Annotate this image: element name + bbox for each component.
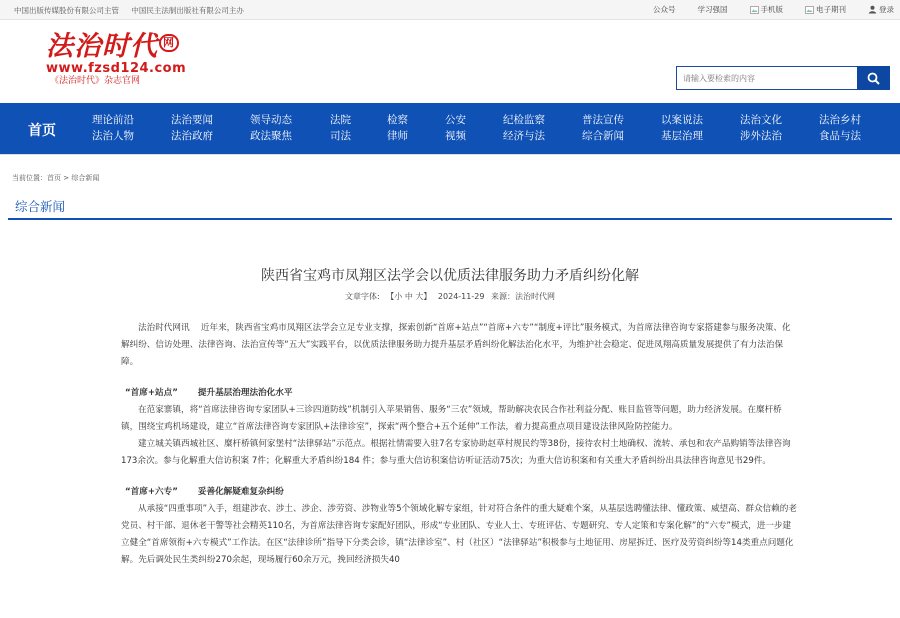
- logo-brand: [46, 32, 196, 62]
- breadcrumb: [12, 173, 99, 183]
- nav-item[interactable]: 法治要闻: [171, 114, 213, 126]
- breadcrumb-prefix: 当前位置：: [12, 174, 47, 182]
- mobile-link[interactable]: [750, 4, 784, 15]
- article-paragraph: 在范家寨镇，将“首席法律咨询专家团队+三诊四道防线”机制引入苹果销售、服务“三农”领域，帮助解决农民合作社利益分配、账目监管等问题，助力经济发展。在糜杆桥镇，围绕宝鸡机场建设，建立“首席法律咨询专家团队+法律诊室”，探索“两个整合+五个延伸”工作法，着力提高重点项目建设法律风险防控能力。: [121, 404, 782, 433]
- section-underline: [8, 218, 892, 220]
- logo-brand-text: 法治时代: [46, 31, 158, 62]
- breadcrumb-current[interactable]: 综合新闻: [71, 174, 100, 182]
- image-icon: [750, 6, 759, 14]
- article-source: 来源：法治时代网: [490, 292, 555, 301]
- wechat-link-label: 公众号: [653, 5, 676, 14]
- nav-divider: [0, 154, 900, 155]
- nav-item[interactable]: 经济与法: [503, 130, 545, 142]
- breadcrumb-separator: >: [61, 174, 72, 182]
- nav-item[interactable]: 理论前沿: [92, 114, 134, 126]
- nav-item[interactable]: 法治乡村: [819, 114, 861, 126]
- nav-item[interactable]: 法院: [330, 114, 351, 126]
- subheading-text: 提升基层治理法治化水平: [197, 387, 293, 398]
- nav-item[interactable]: 纪检监察: [503, 114, 545, 126]
- search-icon: [867, 72, 880, 85]
- nav-item[interactable]: 政法聚焦: [250, 130, 292, 142]
- site-logo[interactable]: [46, 32, 196, 94]
- top-bar: [0, 0, 900, 20]
- nav-column-6: [445, 112, 466, 144]
- login-link[interactable]: [868, 4, 894, 15]
- publish-date: 2024-11-29: [437, 292, 485, 301]
- nav-column-9: [661, 112, 703, 144]
- nav-item[interactable]: 综合新闻: [582, 130, 624, 142]
- nav-column-4: [330, 112, 351, 144]
- xuexi-link[interactable]: [698, 4, 728, 15]
- ejournal-link[interactable]: [805, 4, 846, 15]
- top-links: [631, 4, 894, 15]
- nav-item[interactable]: 检察: [387, 114, 408, 126]
- logo-subtitle: 《法治时代》杂志官网: [50, 76, 141, 86]
- logo-net-badge: 网: [159, 34, 179, 52]
- section-title: 综合新闻: [15, 199, 66, 214]
- site-header: [0, 20, 900, 103]
- nav-column-11: [819, 112, 861, 144]
- search-button[interactable]: [857, 66, 890, 90]
- nav-item[interactable]: 领导动态: [250, 114, 292, 126]
- article-paragraph: 法治时代网讯 近年来，陕西省宝鸡市凤翔区法学会立足专业支撑，探索创新“首席+站点”“首席+六专”“制度+评比”服务模式，为首席法律咨询专家搭建参与服务决策、化解纠纷、信访处理、法律咨询、法治宣传等“五大”实践平台，以优质法律服务助力提升基层矛盾纠纷化解法治化水平，为维护社会稳定、促进凤翔高质量发展提供了有力法治保障。: [121, 323, 791, 368]
- font-size-options[interactable]: 【小 中 大】: [386, 292, 432, 301]
- nav-item[interactable]: 食品与法: [819, 130, 861, 142]
- nav-item[interactable]: 律师: [387, 130, 408, 142]
- nav-item[interactable]: 普法宣传: [582, 114, 624, 126]
- nav-column-5: [387, 112, 408, 144]
- nav-column-1: [92, 112, 134, 144]
- nav-column-10: [740, 112, 782, 144]
- article-title: 陕西省宝鸡市凤翔区法学会以优质法律服务助力矛盾纠纷化解: [261, 268, 639, 284]
- article-body: [121, 320, 797, 570]
- ejournal-link-label: 电子期刊: [816, 5, 846, 14]
- font-size-label: 文章字体:: [345, 292, 380, 301]
- nav-item[interactable]: 法治文化: [740, 114, 782, 126]
- sponsor-host: 中国民主法制出版社有限公司主办: [131, 6, 244, 15]
- nav-item[interactable]: 涉外法治: [740, 130, 782, 142]
- nav-item[interactable]: 以案说法: [661, 114, 703, 126]
- nav-home[interactable]: 首页: [28, 123, 56, 139]
- nav-item[interactable]: 基层治理: [661, 130, 703, 142]
- breadcrumb-home[interactable]: 首页: [47, 174, 61, 182]
- nav-item[interactable]: 公安: [445, 114, 466, 126]
- image-icon: [805, 6, 814, 14]
- nav-item[interactable]: 法治人物: [92, 130, 134, 142]
- nav-column-3: [250, 112, 292, 144]
- article-meta: [0, 291, 900, 302]
- logo-url: www.fzsd124.com: [46, 61, 187, 76]
- paragraph-gap: [121, 471, 797, 484]
- nav-item[interactable]: 法治政府: [171, 130, 213, 142]
- article-paragraph: 从承接“四重事项”入手，组建涉农、涉土、涉企、涉劳资、涉物业等5个领域化解专家组，针对符合条件的重大疑难个案，从基层选聘懂法律、懂政策、威望高、群众信赖的老党员、村干部、退休老干警等社会精英110名，为首席法律咨询专家配好团队，形成“专业团队、专业人士、专班评估、专题研究、专人定策和专案化解”的“六专”模式，进一步建立健全“首席领衔+六专模式”工作法。在区“法律诊所”指导下分类会诊，镇“法律诊室”、村（社区）“法律驿站”积极参与土地征用、房屋拆迁、医疗及劳资纠纷等14类重点问题化解。先后调处民生类纠纷270余起，现场履行60余万元，挽回经济损失40: [121, 503, 797, 566]
- nav-column-7: [503, 112, 545, 144]
- search-input[interactable]: [676, 66, 858, 90]
- sponsor-supervisor: 中国出版传媒股份有限公司主管: [14, 6, 119, 15]
- nav-item[interactable]: 司法: [330, 130, 351, 142]
- main-nav: [0, 103, 900, 154]
- xuexi-link-label: 学习强国: [697, 5, 728, 14]
- subheading-text: 妥善化解疑难复杂纠纷: [197, 486, 284, 497]
- nav-column-2: [171, 112, 213, 144]
- article-subheading: [121, 484, 797, 501]
- search-box: [676, 66, 890, 90]
- mobile-link-label: 手机版: [760, 5, 783, 14]
- subheading-tag: “首席+六专”: [125, 486, 178, 497]
- article-subheading: [121, 385, 797, 402]
- article-paragraph: 建立城关镇西城社区、糜杆桥镇何家堡村“法律驿站”示范点。根据社情需要入驻7名专家协助赵草村规民约等38份，接待农村土地确权、流转、承包和农产品购销等法律咨询173余次。参与化解重大信访积案 7件；化解重大矛盾纠纷184 件；参与重大信访积案信访听证活动75次；为重大信访积案和有关重大矛盾纠纷出具法律咨询意见书29件。: [121, 439, 791, 467]
- wechat-link[interactable]: [653, 4, 676, 15]
- user-icon: [868, 5, 877, 14]
- nav-column-8: [582, 112, 624, 144]
- sponsor-info: [14, 5, 254, 16]
- login-link-label: 登录: [879, 5, 894, 14]
- subheading-tag: “首席+站点”: [125, 387, 178, 398]
- nav-item[interactable]: 视频: [445, 130, 466, 142]
- paragraph-gap: [121, 372, 797, 385]
